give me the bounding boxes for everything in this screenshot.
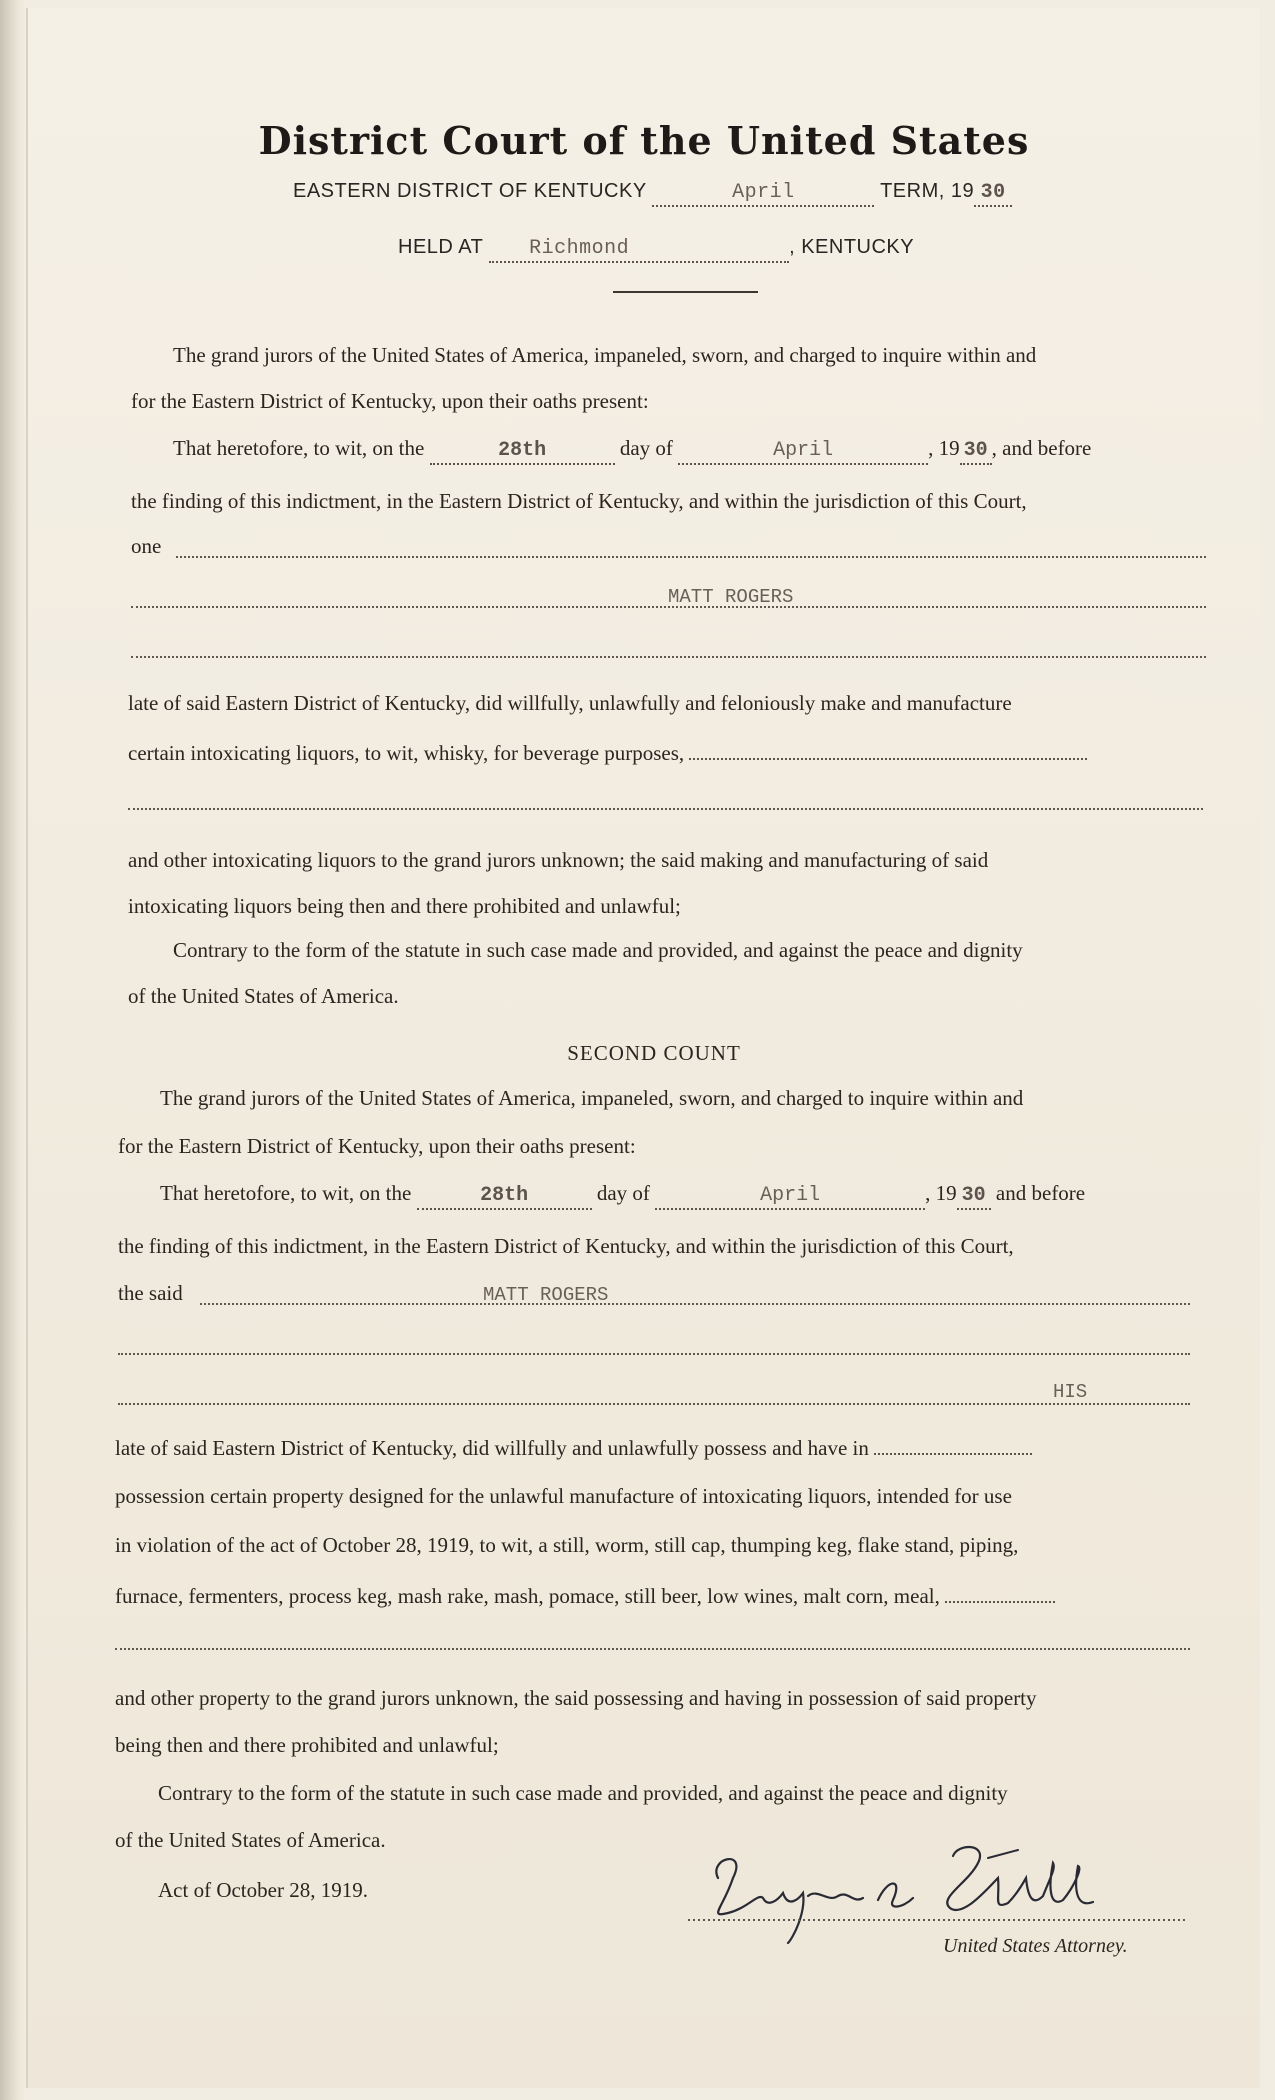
first-other-line2: intoxicating liquors being then and there prohibited and unlawful;	[128, 894, 681, 918]
second-blank-2	[115, 1648, 1190, 1650]
second-contrary-line2: of the United States of America.	[115, 1828, 386, 1852]
second-defendant-field	[200, 1303, 1190, 1305]
first-finding-line: the finding of this indictment, in the Eastern District of Kentucky, and within the jurisdiction of this Court,	[131, 489, 1027, 513]
first-defendant-name: MATT ROGERS	[668, 586, 794, 608]
second-furnace-line: furnace, fermenters, process keg, mash rake, mash, pomace, still beer, low wines, malt corn, meal,	[115, 1586, 1055, 1607]
first-date-line: That heretofore, to wit, on the 28th day of April , 19 30 , and before	[173, 438, 1091, 465]
second-day-field: 28th	[417, 1183, 592, 1210]
second-pronoun-field	[118, 1403, 1190, 1405]
second-contrary-line1: Contrary to the form of the statute in such case made and provided, and against the peace and dignity	[158, 1781, 1008, 1805]
signature-title: United States Attorney.	[943, 1935, 1128, 1957]
first-year-field: 30	[960, 438, 992, 465]
first-blank-2	[131, 656, 1206, 658]
page-edge	[0, 0, 26, 2100]
second-possession-line: possession certain property designed for the unlawful manufacture of intoxicating liquors, intended for use	[115, 1484, 1012, 1508]
state-label: , KENTUCKY	[789, 236, 915, 258]
second-late-field	[874, 1451, 1032, 1455]
court-title: District Court of the United States	[258, 118, 1030, 163]
attorney-signature	[688, 1838, 1188, 1948]
first-intro-line2: for the Eastern District of Kentucky, upon their oaths present:	[131, 389, 649, 413]
district-label: EASTERN DISTRICT OF KENTUCKY	[293, 180, 647, 202]
held-at-line	[398, 236, 914, 263]
first-certain-line: certain intoxicating liquors, to wit, whisky, for beverage purposes,	[128, 743, 1087, 764]
term-label: TERM, 19	[880, 180, 975, 202]
first-month-field: April	[678, 438, 928, 465]
second-other-line2: being then and there prohibited and unlawful;	[115, 1733, 499, 1757]
second-violation-line: in violation of the act of October 28, 1919, to wit, a still, worm, still cap, thumping keg, flake stand, piping,	[115, 1533, 1019, 1557]
second-month-field: April	[655, 1183, 925, 1210]
first-blank-3	[128, 808, 1203, 810]
first-other-line1: and other intoxicating liquors to the grand jurors unknown; the said making and manufacturing of said	[128, 848, 989, 872]
second-date-line: That heretofore, to wit, on the 28th day of April , 19 30 and before	[160, 1183, 1085, 1210]
first-contrary-line1: Contrary to the form of the statute in such case made and provided, and against the peace and dignity	[173, 938, 1023, 962]
first-late-line: late of said Eastern District of Kentucky, did willfully, unlawfully and feloniously make and manufacture	[128, 691, 1012, 715]
second-year-field: 30	[957, 1183, 991, 1210]
term-month-field: April	[652, 181, 874, 207]
second-finding-line: the finding of this indictment, in the Eastern District of Kentucky, and within the jurisdiction of this Court,	[118, 1234, 1014, 1258]
first-contrary-line2: of the United States of America.	[128, 984, 399, 1008]
second-late-line: late of said Eastern District of Kentucky, did willfully and unlawfully possess and have in	[115, 1438, 1032, 1459]
second-pronoun: HIS	[1053, 1381, 1088, 1403]
second-intro-line2: for the Eastern District of Kentucky, upon their oaths present:	[118, 1134, 636, 1158]
first-one-label: one	[131, 534, 162, 558]
header-divider	[613, 291, 758, 293]
first-intro-line1: The grand jurors of the United States of America, impaneled, sworn, and charged to inquire within and	[173, 343, 1037, 367]
held-at-label: HELD AT	[398, 236, 484, 258]
held-at-field: Richmond	[489, 237, 789, 263]
second-furnace-field	[945, 1599, 1055, 1603]
term-line	[293, 180, 1012, 207]
first-day-field: 28th	[430, 438, 615, 465]
term-year-field: 30	[974, 181, 1012, 207]
second-blank-1	[118, 1353, 1190, 1355]
second-other-line1: and other property to the grand jurors unknown, the said possessing and having in possession of said property	[115, 1686, 1037, 1710]
indictment-page	[28, 8, 1260, 2088]
first-certain-field	[689, 756, 1087, 760]
second-count-heading: SECOND COUNT	[567, 1041, 741, 1065]
second-said-label: the said	[118, 1281, 183, 1305]
second-intro-line1: The grand jurors of the United States of America, impaneled, sworn, and charged to inquire within and	[160, 1086, 1024, 1110]
second-defendant-name: MATT ROGERS	[483, 1284, 609, 1306]
first-blank-1	[176, 556, 1206, 558]
act-citation: Act of October 28, 1919.	[158, 1878, 368, 1902]
